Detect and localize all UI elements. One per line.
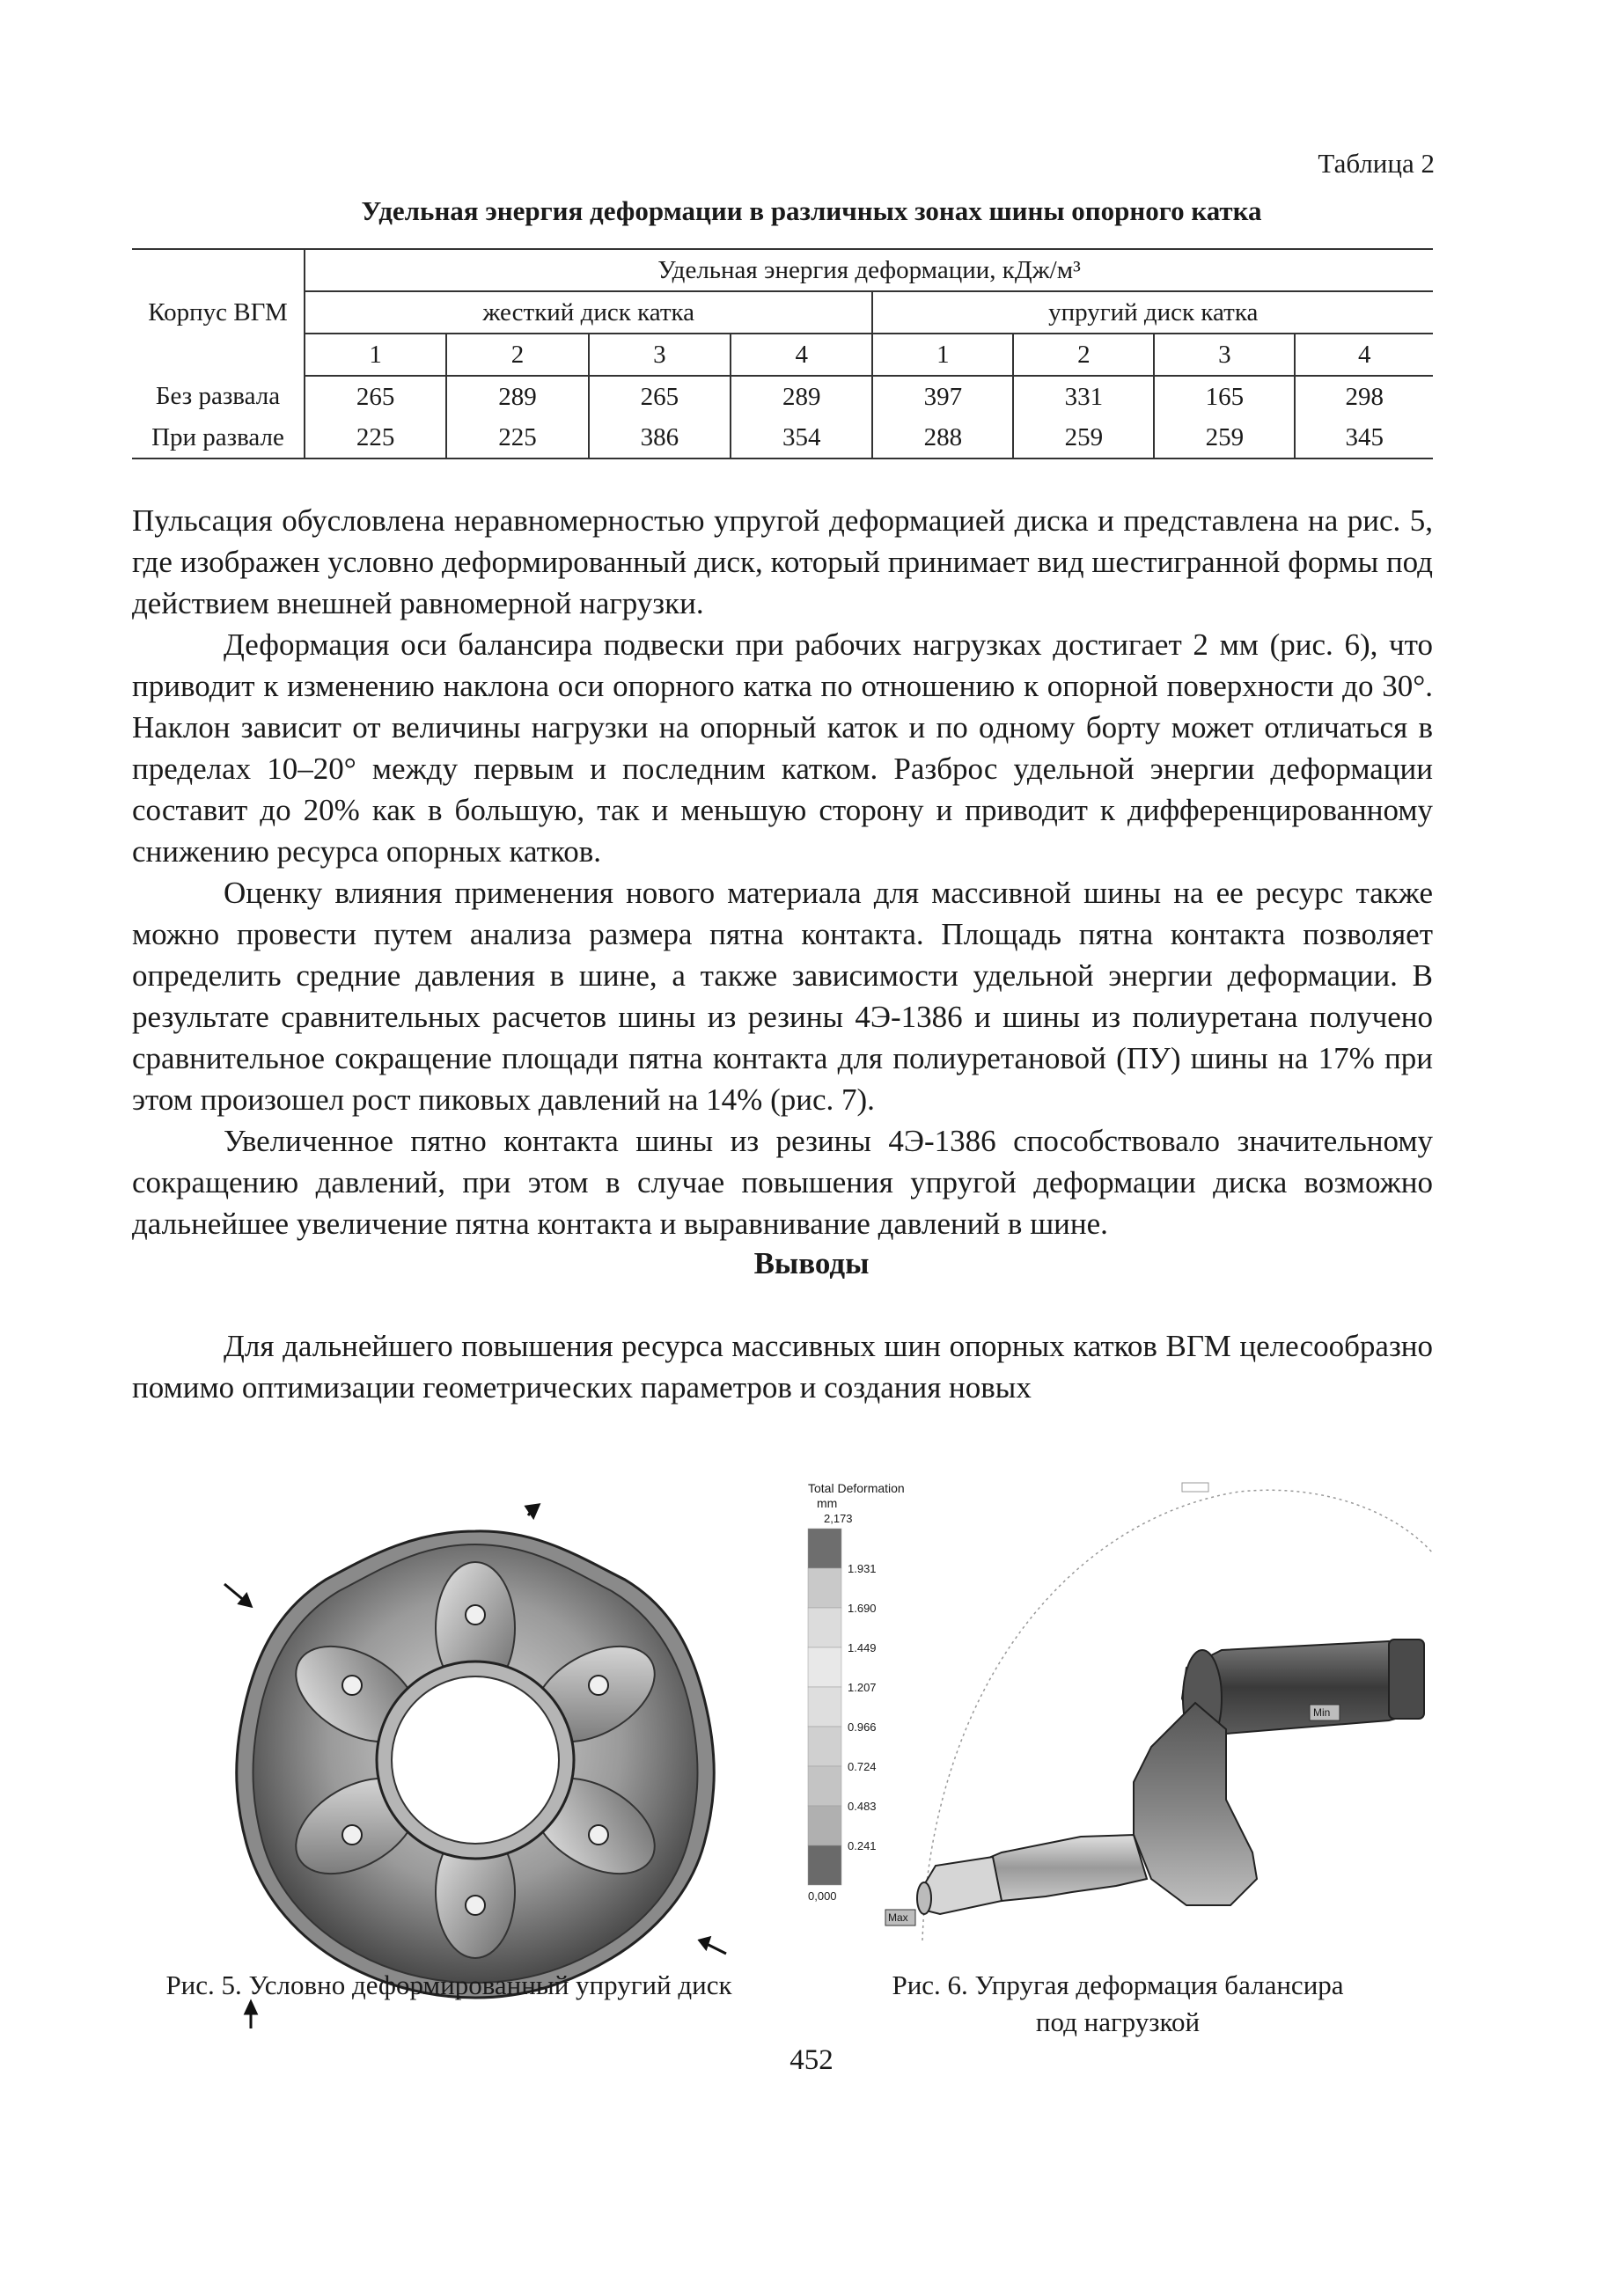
legend-value: 0.724	[848, 1760, 877, 1773]
hub-bore	[392, 1676, 559, 1844]
figure-5-disc	[211, 1496, 739, 2042]
figure-6-caption-line1: Рис. 6. Упругая деформация балансира	[892, 1970, 1344, 2000]
zone-cell: 4	[1295, 334, 1433, 376]
figure-6-plot	[782, 1465, 1468, 1984]
reference-marker	[1182, 1483, 1208, 1492]
legend-value: 2,173	[824, 1512, 853, 1525]
subgroup-elastic: упругий диск катка	[872, 291, 1433, 334]
zone-cell: 2	[1013, 334, 1154, 376]
table-cell: 331	[1013, 376, 1154, 417]
balancer-model	[917, 1639, 1424, 1914]
table-cell: 289	[731, 376, 872, 417]
zone-cell: 3	[1154, 334, 1295, 376]
max-label: Max	[888, 1911, 908, 1924]
min-label: Min	[1313, 1706, 1331, 1719]
zone-cell: 3	[589, 334, 731, 376]
legend-value: 1.690	[848, 1602, 877, 1615]
paragraph: Для дальнейшего повышения ресурса массивных шин опорных катков ВГМ целесообразно помимо оптимизации геометрических параметров и создания новых	[132, 1329, 1433, 1405]
row-header-cell: Корпус ВГМ	[132, 249, 305, 376]
legend-value: 1.931	[848, 1562, 877, 1575]
table-cell: 265	[589, 376, 731, 417]
body-text	[132, 500, 1433, 1244]
paragraph: Оценку влияния применения нового материала для массивной шины на ее ресурс также можно провести путем анализа размера пятна контакта. Площадь пятна контакта позволяет определить средние давления в шине, а также зависимости удельной энергии деформации. В результате сравнительных расчетов шины из резины 4Э-1386 и шины из полиуретана получено сравнительное сокращение площади пятна контакта для полиуретановой (ПУ) шины на 17% при этом произошел рост пиковых давлений на 14% (рис. 7).	[132, 876, 1433, 1117]
table-cell: 298	[1295, 376, 1433, 417]
paragraph: Пульсация обусловлена неравномерностью упругой деформацией диска и представлена на рис. 5, где изображен условно деформированный диск, который принимает вид шестигранной формы под действием внешней равномерной нагрузки.	[132, 503, 1433, 620]
energy-table	[132, 248, 1433, 459]
table-number: Таблица 2	[1318, 148, 1435, 179]
table-cell: 397	[872, 376, 1013, 417]
table-row	[132, 417, 1433, 458]
conclusion-text	[132, 1325, 1433, 1408]
table-cell: 259	[1013, 417, 1154, 458]
page-number: 452	[789, 2044, 834, 2076]
legend-value: 0.483	[848, 1800, 877, 1813]
paragraph: Увеличенное пятно контакта шины из резины 4Э-1386 способствовало значительному сокращению давлений, при этом в случае повышения упругой деформации диска возможно дальнейшее увеличение пятна контакта и выравнивание давлений в шине.	[132, 1124, 1433, 1241]
section-heading: Выводы	[753, 1246, 870, 1280]
table-cell: 265	[305, 376, 446, 417]
legend-value: 0,000	[808, 1889, 837, 1903]
legend-value: 1.207	[848, 1681, 877, 1694]
table-cell: 225	[305, 417, 446, 458]
legend-value: 0.966	[848, 1720, 877, 1734]
legend-title: Total Deformation	[808, 1481, 905, 1495]
table-title: Удельная энергия деформации в различных зонах шины опорного катка	[361, 195, 1262, 226]
zone-cell: 2	[446, 334, 588, 376]
figure-6-caption-line2: под нагрузкой	[1035, 2006, 1201, 2037]
table-cell: 345	[1295, 417, 1433, 458]
table-cell: 225	[446, 417, 588, 458]
table-cell: 165	[1154, 376, 1295, 417]
zone-cell: 1	[305, 334, 446, 376]
table-cell: 354	[731, 417, 872, 458]
figure-5-caption: Рис. 5. Условно деформированный упругий диск	[165, 1970, 732, 2000]
table-cell: 386	[589, 417, 731, 458]
legend-value: 1.449	[848, 1641, 877, 1654]
table-row	[132, 376, 1433, 417]
table-cell: 288	[872, 417, 1013, 458]
zone-cell: 1	[872, 334, 1013, 376]
table-cell: 259	[1154, 417, 1295, 458]
figure-6	[782, 1465, 1468, 1984]
legend-unit: mm	[817, 1496, 838, 1510]
row-label: При развале	[132, 417, 305, 458]
legend-colorbar	[808, 1529, 841, 1885]
subgroup-rigid: жесткий диск катка	[305, 291, 872, 334]
paragraph: Деформация оси балансира подвески при рабочих нагрузках достигает 2 мм (рис. 6), что приводит к изменению наклона оси опорного катка по отношению к опорной поверхности до 30°. Наклон зависит от величины нагрузки на опорный каток и по одному борту может отличаться в пределах 10–20° между первым и последним катком. Разброс удельной энергии деформации составит до 20% как в большую, так и меньшую сторону и приводит к дифференцированному снижению ресурса опорных катков.	[132, 627, 1433, 869]
legend-value: 0.241	[848, 1839, 877, 1852]
zone-cell: 4	[731, 334, 872, 376]
table-cell: 289	[446, 376, 588, 417]
row-label: Без развала	[155, 382, 281, 410]
group-header-cell: Удельная энергия деформации, кДж/м³	[305, 249, 1433, 291]
